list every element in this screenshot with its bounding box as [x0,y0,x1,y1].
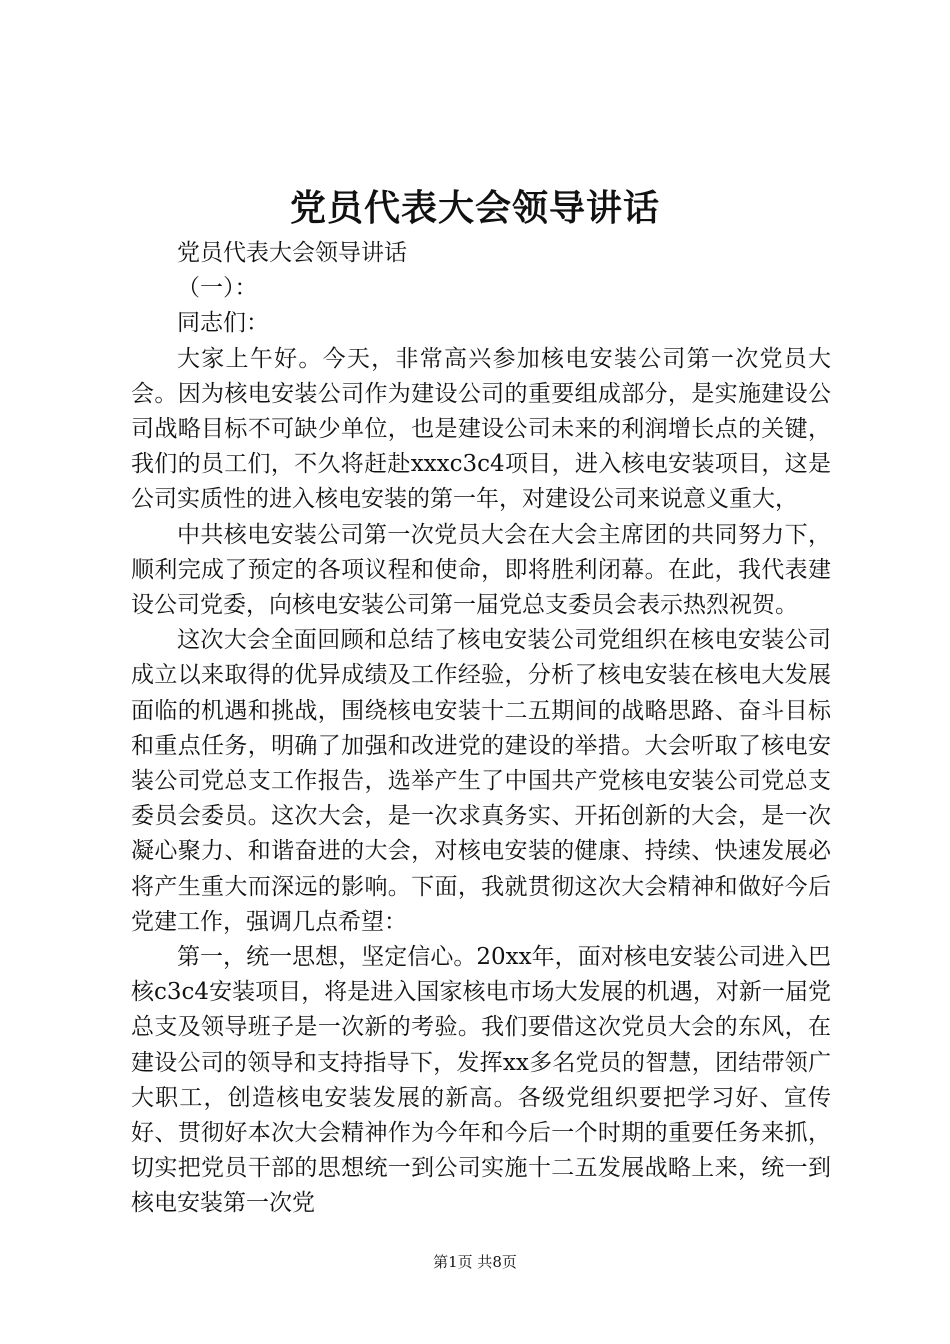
document-title: 党员代表大会领导讲话 [289,187,660,229]
body-paragraph: （一）： [177,275,258,302]
page-footer: 第1页 共8页 [433,1253,517,1271]
body-paragraph: 中共核电安装公司第一次党员大会在大会主席团的共同努力下，顺利完成了预定的各项议程和使命，即将胜利闭幕。在此，我代表建设公司党委，向核电安装公司第一届党总支委员会表示热烈祝贺。 [131,521,831,619]
body-paragraph: 这次大会全面回顾和总结了核电安装公司党组织在核电安装公司成立以来取得的优异成绩及工作经验，分析了核电安装在核电大发展面临的机遇和挑战，围绕核电安装十二五期间的战略思路、奋斗目标和重点任务，明确了加强和改进党的建设的举措。大会听取了核电安装公司党总支工作报告，选举产生了中国共产党核电安装公司党总支委员会委员。这次大会，是一次求真务实、开拓创新的大会，是一次凝心聚力、和谐奋进的大会，对核电安装的健康、持续、快速发展必将产生重大而深远的影响。下面，我就贯彻这次大会精神和做好今后党建工作，强调几点希望： [131,627,831,935]
body-paragraph: 第一，统一思想，坚定信心。20xx年，面对核电安装公司进入巴核c3c4安装项目，将是进入国家核电市场大发展的机遇，对新一届党总支及领导班子是一次新的考验。我们要借这次党员大会的东风，在建设公司的领导和支持指导下，发挥xx多名党员的智慧，团结带领广大职工，创造核电安装发展的新高。各级党组织要把学习好、宣传好、贯彻好本次大会精神作为今年和今后一个时期的重要任务来抓，切实把党员干部的思想统一到公司实施十二五发展战略上来，统一到核电安装第一次党 [131,944,831,1217]
body-paragraph: 大家上午好。今天，非常高兴参加核电安装公司第一次党员大会。因为核电安装公司作为建设公司的重要组成部分，是实施建设公司战略目标不可缺少单位，也是建设公司未来的利润增长点的关键，我们的员工们，不久将赶赴xxxc3c4项目，进入核电安装项目，这是公司实质性的进入核电安装的第一年，对建设公司来说意义重大， [131,345,831,513]
document-body [131,236,831,1222]
body-paragraph: 党员代表大会领导讲话 [177,240,407,266]
body-paragraph: 同志们： [177,310,269,337]
